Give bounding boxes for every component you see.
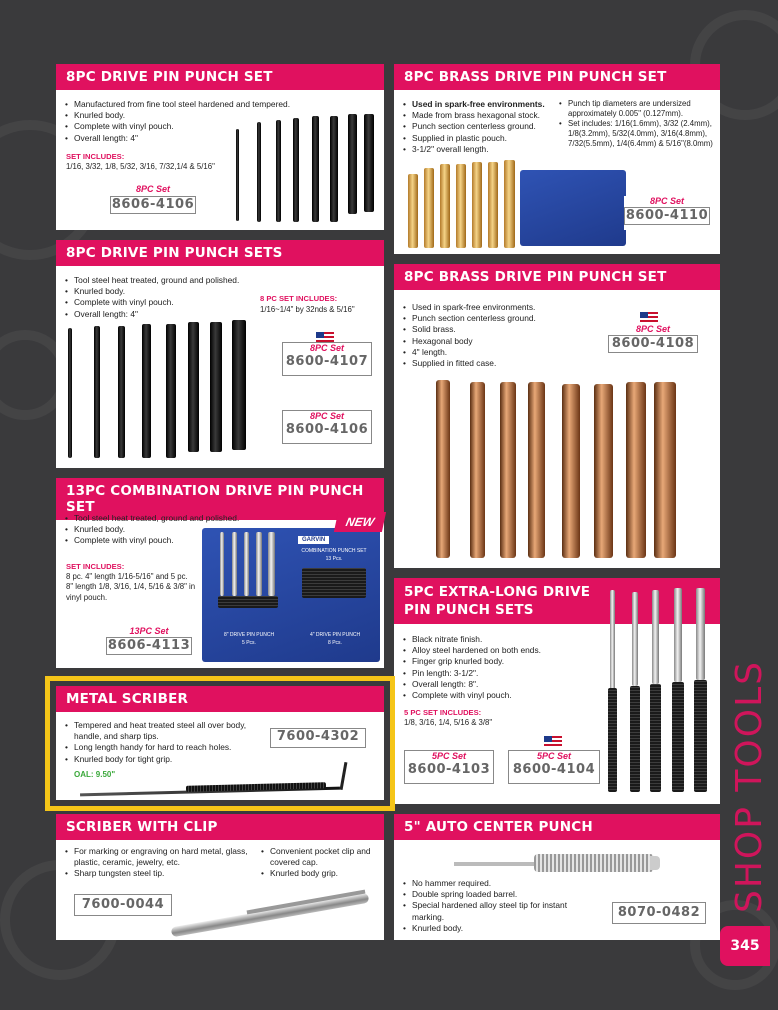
card-title: [394, 578, 720, 624]
part-number-box: [608, 324, 698, 358]
list-item: • Complete with vinyl pouch.: [64, 297, 264, 308]
list-item: • Punch tip diameters are undersized approximately 0.005" (0.127mm).: [558, 99, 714, 119]
list-item: • Knurled body.: [402, 923, 592, 934]
list-item: • Made from brass hexagonal stock.: [402, 110, 562, 121]
list-item: • Overall length: 4": [64, 133, 374, 144]
list-item: • Knurled body for tight grip.: [64, 754, 274, 765]
card-5pc-extra-long-drive-pin-punch-sets: [394, 578, 720, 804]
card-13pc-combination-drive-pin-punch-set: [56, 478, 384, 668]
set-includes-label: SET INCLUDES:: [66, 562, 125, 571]
part-number-box: [282, 410, 372, 444]
part-number: 8070-0482: [617, 905, 701, 920]
set-includes-text: 8 pc. 4" length 1/16-5/16" and 5 pc. 8" length 1/8, 3/16, 1/4, 5/16 & 3/8" in vinyl pouch.: [66, 572, 196, 602]
list-item: • Long length handy for hard to reach holes.: [64, 742, 274, 753]
set-label: 8PC Set: [649, 196, 684, 206]
set-label: 8PC Set: [635, 324, 670, 334]
card-title: 13PC COMBINATION DRIVE PIN PUNCH SET: [56, 478, 384, 520]
list-item: • 4" length.: [402, 347, 602, 358]
feature-list: [402, 878, 592, 934]
part-number-box: [110, 184, 196, 218]
list-item: • Set includes: 1/16(1.6mm), 3/32 (2.4mm), 1/8(3.2mm), 5/32(4.0mm), 3/16(4.8mm), 7/32(5.5mm), 1/4(6.4mm) & 5/16"(8.0mm): [558, 119, 714, 149]
set-includes-label: 8 PC SET INCLUDES:: [260, 294, 338, 303]
list-item: • Used in spark-free environments.: [402, 99, 562, 110]
card-8pc-drive-pin-punch-sets: [56, 240, 384, 468]
set-includes-label: 5 PC SET INCLUDES:: [404, 708, 482, 717]
part-number-box: [624, 196, 710, 230]
part-number-box: [404, 750, 494, 784]
list-item: • Special hardened alloy steel tip for instant marking.: [402, 900, 592, 922]
part-number: 8600-4107: [285, 354, 369, 369]
card-title: 8PC BRASS DRIVE PIN PUNCH SET: [394, 64, 720, 90]
list-item: • Knurled body.: [64, 286, 264, 297]
part-number: 8600-4110: [625, 208, 709, 223]
set-includes-text: 1/8, 3/16, 1/4, 5/16 & 3/8": [404, 718, 493, 727]
list-item: • Complete with vinyl pouch.: [64, 535, 314, 546]
product-image-combination-pouch: [202, 528, 380, 662]
list-item: • Punch section centerless ground.: [402, 121, 562, 132]
list-item: • Knurled body grip.: [260, 868, 380, 879]
page-number: 345: [720, 926, 770, 966]
pouch-left-count: 5 Pcs.: [242, 640, 256, 646]
part-number-box: [74, 894, 172, 916]
part-number: 7600-0044: [81, 897, 165, 912]
card-title-line: 5PC EXTRA-LONG DRIVE: [404, 584, 591, 600]
list-item: • Complete with vinyl pouch.: [64, 121, 374, 132]
part-number-box: [508, 750, 600, 784]
list-item: • Supplied in fitted case.: [402, 358, 602, 369]
feature-list-left: [64, 846, 254, 880]
feature-list: [402, 634, 602, 701]
set-label: 8PC Set: [135, 184, 170, 194]
part-number-box: [282, 342, 372, 376]
list-item: • Tool steel heat treated, ground and polished.: [64, 275, 264, 286]
part-number: 8600-4106: [285, 422, 369, 437]
list-item: • Knurled body.: [64, 524, 314, 535]
set-includes-label: SET INCLUDES:: [66, 152, 125, 161]
usa-flag-icon: [544, 736, 562, 748]
list-item: • Overall length: 8".: [402, 679, 602, 690]
list-item: • Tool steel heat treated, ground and polished.: [64, 513, 314, 524]
pouch-right-count: 8 Pcs.: [328, 640, 342, 646]
list-item: • Supplied in plastic pouch.: [402, 133, 562, 144]
set-label: 13PC Set: [129, 626, 169, 636]
card-8pc-drive-pin-punch-set: [56, 64, 384, 230]
set-label: 8PC Set: [309, 411, 344, 421]
new-badge: NEW: [334, 512, 386, 532]
list-item: • Double spring loaded barrel.: [402, 889, 592, 900]
feature-list-right: [260, 846, 380, 880]
list-item: • For marking or engraving on hard metal, glass, plastic, ceramic, jewelry, etc.: [64, 846, 254, 868]
feature-list: [64, 720, 274, 765]
part-number: 8600-4103: [407, 762, 491, 777]
feature-list-right: [558, 99, 714, 149]
card-5in-auto-center-punch: [394, 814, 720, 940]
card-8pc-brass-drive-pin-punch-set-2: [394, 264, 720, 568]
card-title: SCRIBER WITH CLIP: [56, 814, 384, 840]
part-number-box: [270, 728, 366, 748]
list-item: • Pin length: 3-1/2".: [402, 668, 602, 679]
card-scriber-with-clip: [56, 814, 384, 940]
list-item: • Finger grip knurled body.: [402, 656, 602, 667]
card-8pc-brass-drive-pin-punch-set: [394, 64, 720, 254]
part-number: 8606-4113: [107, 638, 191, 653]
part-number: 8600-4104: [512, 762, 596, 777]
feature-list: [64, 275, 264, 320]
list-item: • No hammer required.: [402, 878, 592, 889]
list-item: • Complete with vinyl pouch.: [402, 690, 602, 701]
pouch-right-label: 4" DRIVE PIN PUNCH: [309, 632, 361, 638]
card-title: 8PC DRIVE PIN PUNCH SETS: [56, 240, 384, 266]
card-title: 8PC DRIVE PIN PUNCH SET: [56, 64, 384, 90]
part-number-box: [106, 626, 192, 660]
set-includes-text: 1/16~1/4" by 32nds & 5/16": [260, 305, 355, 314]
set-label: 5PC Set: [431, 751, 466, 761]
pouch-brand: GARVIN: [298, 536, 329, 544]
list-item: • Sharp tungsten steel tip.: [64, 868, 254, 879]
list-item: • Punch section centerless ground.: [402, 313, 602, 324]
list-item: • Knurled body.: [64, 110, 374, 121]
part-number: 8606-4106: [111, 197, 195, 212]
feature-list: [402, 302, 602, 369]
list-item: • Manufactured from fine tool steel hardened and tempered.: [64, 99, 374, 110]
list-item: • 3-1/2" overall length.: [402, 144, 562, 155]
pouch-count: 13 Pcs.: [325, 556, 343, 562]
list-item: • Used in spark-free environments.: [402, 302, 602, 313]
section-label: SHOP TOOLS: [729, 660, 770, 913]
list-item: • Alloy steel hardened on both ends.: [402, 645, 602, 656]
set-label: 5PC Set: [536, 751, 571, 761]
part-number-box: [612, 902, 706, 924]
pouch-title: COMBINATION PUNCH SET: [301, 548, 367, 554]
feature-list: [64, 99, 374, 144]
set-includes-text: 1/16, 3/32, 1/8, 5/32, 3/16, 7/32,1/4 & 5/16": [66, 162, 215, 171]
list-item: • Hexagonal body: [402, 336, 602, 347]
part-number: 7600-4302: [276, 729, 360, 744]
feature-list-left: [402, 99, 562, 155]
card-title: METAL SCRIBER: [56, 686, 384, 712]
list-item: • Tempered and heat treated steel all over body, handle, and sharp tips.: [64, 720, 274, 742]
list-item: • Convenient pocket clip and covered cap.: [260, 846, 380, 868]
list-item: • Overall length: 4": [64, 309, 264, 320]
card-title-line: PIN PUNCH SETS: [404, 602, 534, 618]
card-title: 8PC BRASS DRIVE PIN PUNCH SET: [394, 264, 720, 290]
part-number: 8600-4108: [608, 335, 698, 353]
product-image-blue-pouch: [520, 170, 626, 246]
pouch-left-label: 8" DRIVE PIN PUNCH: [223, 632, 275, 638]
list-item: • Solid brass.: [402, 324, 602, 335]
card-title: 5" AUTO CENTER PUNCH: [394, 814, 720, 840]
set-label: 8PC Set: [309, 343, 344, 353]
usa-flag-icon: [640, 312, 658, 324]
oal-label: OAL: 9.50": [74, 770, 116, 779]
list-item: • Black nitrate finish.: [402, 634, 602, 645]
card-metal-scriber: [56, 686, 384, 800]
